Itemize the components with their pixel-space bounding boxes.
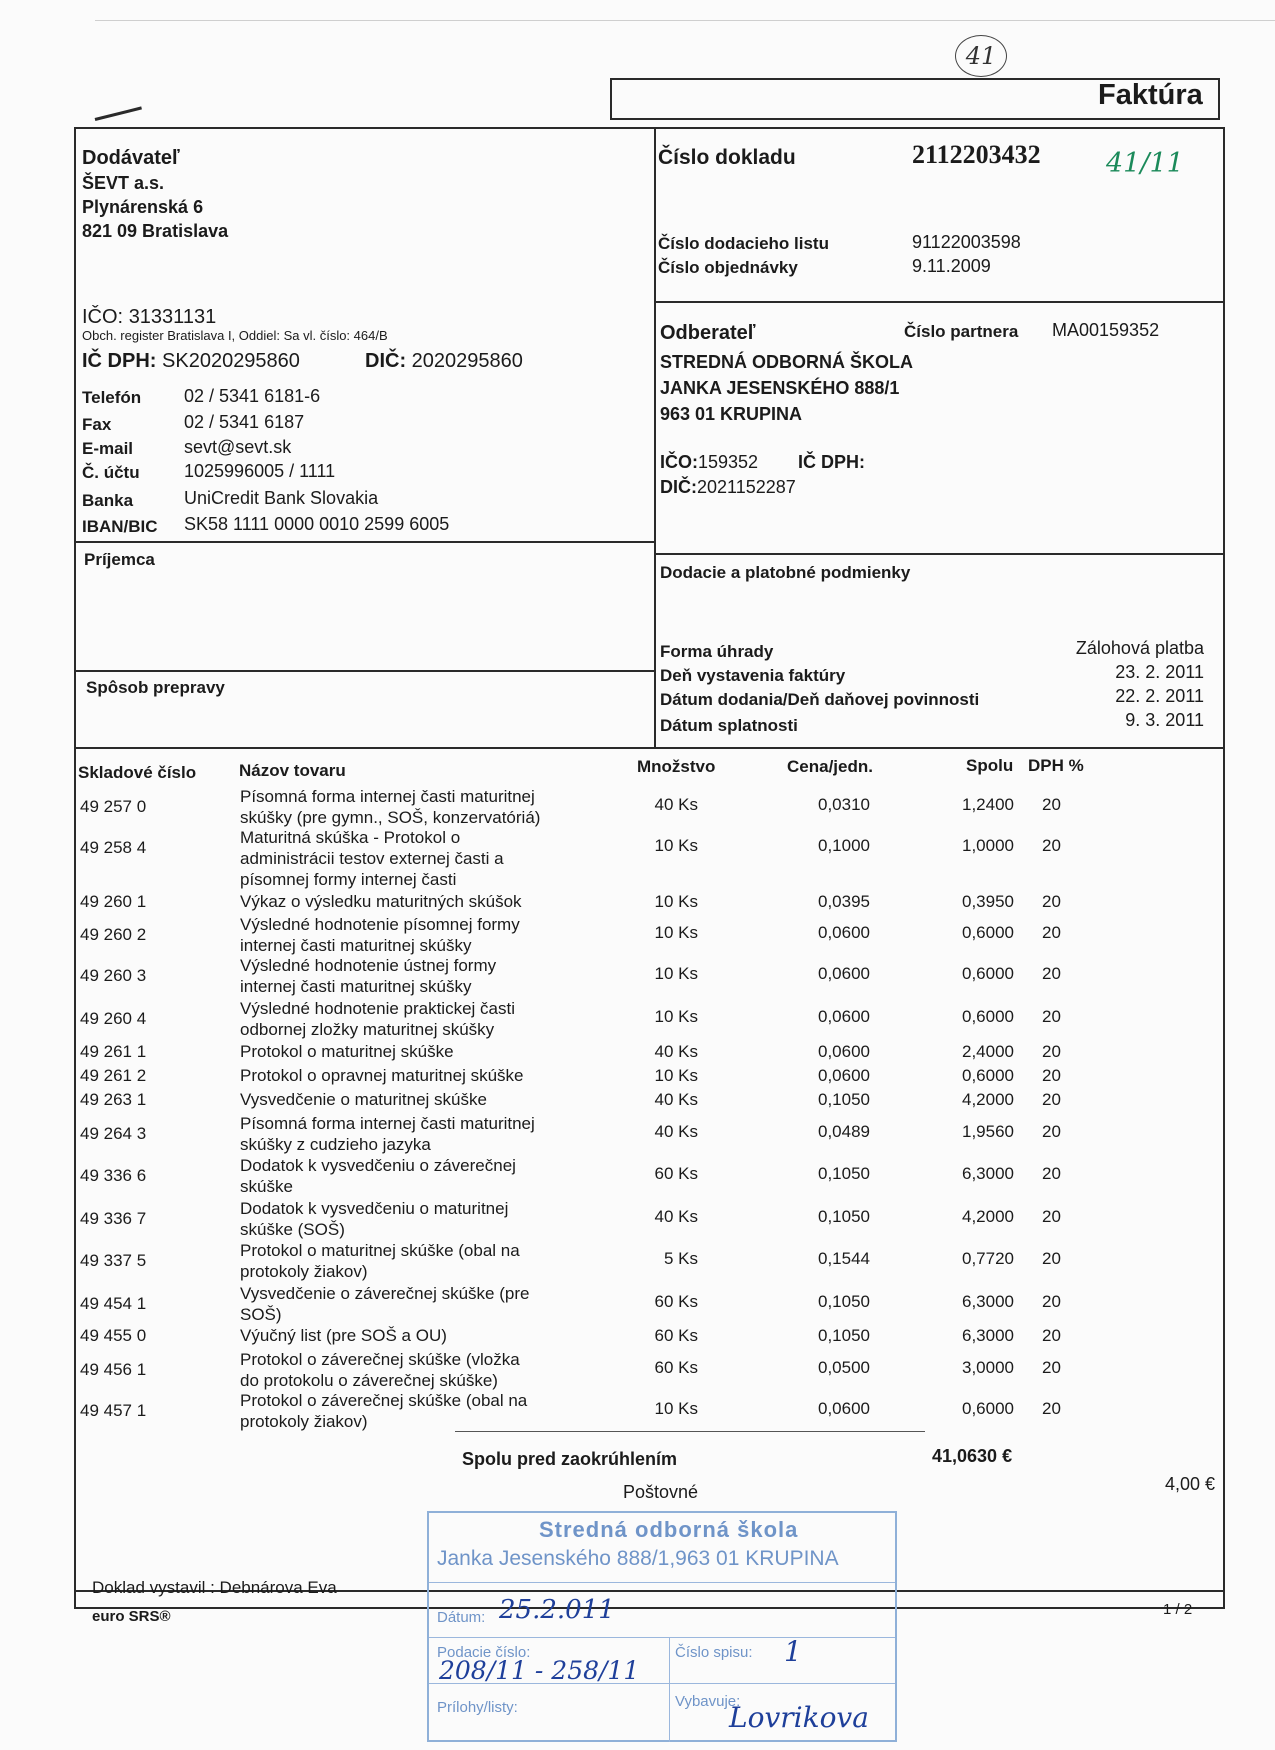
item-vat: 20 (1042, 1399, 1061, 1418)
due-date: 9. 3. 2011 (1125, 710, 1204, 730)
stamp-date-value: 25.2.011 (499, 1595, 615, 1625)
item-quantity: 10 Ks (654, 1399, 698, 1418)
item-unit-price: 0,0500 (818, 1358, 870, 1377)
item-unit-price: 0,0600 (818, 1007, 870, 1026)
item-name (240, 1065, 523, 1086)
item-vat: 20 (1042, 964, 1061, 983)
item-name (240, 914, 520, 956)
contact-label: E-mail (82, 439, 134, 458)
item-name (240, 1349, 520, 1391)
supplier-register: Obch. register Bratislava I, Oddiel: Sa vl. číslo: 464/B (82, 328, 388, 343)
item-name-line: Vysvedčenie o maturitnej skúške (240, 1090, 487, 1109)
item-vat: 20 (1042, 1292, 1061, 1311)
customer-ico: 159352 (698, 452, 759, 472)
item-name (240, 1240, 520, 1282)
stamp-handler-signature: Lovrikova (729, 1701, 869, 1734)
item-code: 49 258 4 (80, 838, 147, 857)
customer-name1: STREDNÁ ODBORNÁ ŠKOLA (660, 352, 914, 372)
delivery-note: 91122003598 (912, 232, 1021, 252)
item-quantity: 10 Ks (654, 892, 698, 911)
item-vat: 20 (1042, 892, 1061, 911)
item-name (240, 1155, 516, 1197)
item-unit-price: 0,0310 (818, 795, 870, 814)
item-total: 0,7720 (962, 1249, 1014, 1268)
supplier-icdph: SK2020295860 (162, 350, 300, 372)
contact-label: Banka (82, 491, 134, 510)
header-price: Cena/jedn. (787, 757, 873, 776)
item-code: 49 261 2 (80, 1066, 147, 1085)
stamp-file-value: 1 (784, 1635, 802, 1668)
stamp-handler-label: Vybavuje: (675, 1693, 741, 1710)
item-vat: 20 (1042, 1090, 1061, 1109)
contact-phone: 02 / 5341 6181-6 (184, 386, 321, 406)
delivery-date: 22. 2. 2011 (1115, 686, 1204, 706)
item-unit-price: 0,1050 (818, 1090, 870, 1109)
item-vat: 20 (1042, 1207, 1061, 1226)
customer-dic: 2021152287 (697, 477, 796, 497)
item-name (240, 1113, 535, 1155)
handwritten-ref: 41/11 (1106, 148, 1184, 179)
item-unit-price: 0,0600 (818, 964, 870, 983)
item-name-line: SOŠ) (240, 1305, 282, 1324)
item-code: 49 455 0 (80, 1326, 147, 1345)
item-unit-price: 0,1050 (818, 1326, 870, 1345)
corner-number: 41 (955, 35, 1007, 77)
item-unit-price: 0,0395 (818, 892, 870, 911)
registry-stamp (427, 1511, 897, 1742)
item-name (240, 827, 504, 890)
invoice-title: Faktúra (1098, 79, 1203, 111)
item-code: 49 263 1 (80, 1090, 147, 1109)
item-code: 49 457 1 (80, 1401, 147, 1420)
item-name-line: Výsledné hodnotenie ústnej formy (240, 956, 497, 975)
item-name-line: Protokol o opravnej maturitnej skúške (240, 1066, 524, 1085)
transport-label: Spôsob prepravy (86, 678, 225, 697)
item-code: 49 261 1 (80, 1042, 147, 1061)
header-qty: Množstvo (637, 757, 716, 776)
item-unit-price: 0,1050 (818, 1207, 870, 1226)
supplier-label: Dodávateľ (82, 147, 180, 169)
item-code: 49 260 3 (80, 966, 147, 985)
item-name (240, 1089, 487, 1110)
item-name-line: Maturitná skúška - Protokol o (240, 828, 461, 847)
item-total: 6,3000 (962, 1326, 1014, 1345)
item-vat: 20 (1042, 1358, 1061, 1377)
stamp-filing-label: Podacie číslo: (437, 1644, 531, 1661)
item-total: 3,0000 (962, 1358, 1014, 1377)
document-number-label: Číslo dokladu (658, 146, 796, 169)
paper-edge (95, 20, 1275, 21)
payment-form: Zálohová platba (1075, 638, 1204, 658)
footer-brand: euro SRS® (92, 1608, 171, 1625)
contact-label: Fax (82, 415, 112, 434)
item-total: 0,6000 (962, 1399, 1014, 1418)
item-vat: 20 (1042, 1122, 1061, 1141)
item-quantity: 60 Ks (654, 1292, 698, 1311)
page-number: 1 / 2 (1163, 1601, 1193, 1618)
contact-email: sevt@sevt.sk (184, 437, 292, 457)
issued-by: Doklad vystavil : Debnárova Eva (92, 1578, 337, 1597)
customer-city: 963 01 KRUPINA (660, 404, 803, 424)
supplier-city: 821 09 Bratislava (82, 221, 229, 241)
item-code: 49 337 5 (80, 1251, 147, 1270)
supplier-icdph-label: IČ DPH: (82, 350, 157, 372)
item-name (240, 1390, 527, 1432)
customer-dic-label: DIČ: (660, 477, 697, 497)
item-name-line: Písomná forma internej časti maturitnej (240, 787, 535, 806)
payment-form-label: Forma úhrady (660, 642, 774, 661)
delivery-note-label: Číslo dodacieho listu (658, 234, 829, 253)
stamp-filing-value: 208/11 - 258/11 (439, 1656, 640, 1685)
item-total: 2,4000 (962, 1042, 1014, 1061)
supplier-street: Plynárenská 6 (82, 197, 204, 217)
item-name-line: internej časti maturitnej skúšky (240, 977, 472, 996)
item-name-line: písomnej formy internej časti (240, 870, 457, 889)
item-name-line: Dodatok k vysvedčeniu o maturitnej (240, 1199, 509, 1218)
item-name (240, 998, 515, 1040)
item-code: 49 336 7 (80, 1209, 147, 1228)
item-name-line: do protokolu o záverečnej skúške) (240, 1371, 498, 1390)
item-name-line: skúške (240, 1177, 293, 1196)
supplier-ico-label: IČO: (82, 306, 124, 328)
item-code: 49 456 1 (80, 1360, 147, 1379)
customer-icdph-label: IČ DPH: (798, 452, 865, 472)
item-quantity: 5 Ks (663, 1249, 698, 1268)
item-name-line: Výsledné hodnotenie písomnej formy (240, 915, 520, 934)
document-number: 2112203432 (912, 140, 1041, 169)
item-total: 0,6000 (962, 1007, 1014, 1026)
item-quantity: 40 Ks (654, 1122, 698, 1141)
header-code: Skladové číslo (78, 763, 197, 782)
item-total: 0,6000 (962, 923, 1014, 942)
contact-label: Č. účtu (82, 463, 140, 482)
item-unit-price: 0,1050 (818, 1164, 870, 1183)
item-vat: 20 (1042, 836, 1061, 855)
contact-bank: UniCredit Bank Slovakia (184, 488, 379, 508)
item-vat: 20 (1042, 795, 1061, 814)
item-name (240, 1325, 447, 1346)
item-unit-price: 0,0600 (818, 923, 870, 942)
subtotal-label: Spolu pred zaokrúhlením (462, 1449, 678, 1469)
item-name-line: Výsledné hodnotenie praktickej časti (240, 999, 515, 1018)
item-unit-price: 0,0600 (818, 1399, 870, 1418)
header-total: Spolu (966, 756, 1014, 775)
stamp-attachments-label: Prílohy/listy: (437, 1699, 518, 1716)
item-name (240, 955, 496, 997)
item-quantity: 10 Ks (654, 1066, 698, 1085)
customer-name2: JANKA JESENSKÉHO 888/1 (660, 378, 900, 398)
header-name: Názov tovaru (239, 761, 346, 780)
item-unit-price: 0,1050 (818, 1292, 870, 1311)
header-vat: DPH % (1028, 756, 1084, 775)
item-name-line: skúšky (pre gymn., SOŠ, konzervatóriá) (240, 808, 541, 827)
supplier-dic: 2020295860 (411, 350, 523, 372)
item-total: 6,3000 (962, 1292, 1014, 1311)
item-total: 1,9560 (962, 1122, 1014, 1141)
partner-number: MA00159352 (1052, 320, 1160, 340)
item-name-line: Výučný list (pre SOŠ a OU) (240, 1326, 447, 1345)
item-code: 49 260 4 (80, 1009, 147, 1028)
item-quantity: 10 Ks (654, 923, 698, 942)
supplier-ico: 31331131 (128, 306, 217, 328)
postage-value: 4,00 € (1165, 1474, 1216, 1494)
item-name-line: skúšky z cudzieho jazyka (240, 1135, 431, 1154)
item-total: 6,3000 (962, 1164, 1014, 1183)
item-vat: 20 (1042, 1164, 1061, 1183)
stamp-school-name: Stredná odborná škola (539, 1517, 799, 1542)
issue-date-label: Deň vystavenia faktúry (660, 666, 846, 685)
issue-date: 23. 2. 2011 (1115, 662, 1204, 682)
partner-label: Číslo partnera (904, 322, 1019, 341)
item-name (240, 1283, 529, 1325)
item-code: 49 260 2 (80, 925, 147, 944)
item-name-line: Protokol o záverečnej skúške (obal na (240, 1391, 528, 1410)
item-name-line: odbornej zložky maturitnej skúšky (240, 1020, 495, 1039)
item-quantity: 40 Ks (654, 1207, 698, 1226)
order-label: Číslo objednávky (658, 258, 798, 277)
item-code: 49 260 1 (80, 892, 147, 911)
item-quantity: 40 Ks (654, 1090, 698, 1109)
item-quantity: 40 Ks (654, 795, 698, 814)
item-code: 49 454 1 (80, 1294, 147, 1313)
item-quantity: 60 Ks (654, 1164, 698, 1183)
item-unit-price: 0,1544 (818, 1249, 870, 1268)
item-unit-price: 0,1000 (818, 836, 870, 855)
postage-label: Poštovné (623, 1482, 699, 1502)
item-quantity: 10 Ks (654, 836, 698, 855)
item-unit-price: 0,0600 (818, 1066, 870, 1085)
terms-label: Dodacie a platobné podmienky (660, 563, 911, 582)
item-vat: 20 (1042, 1249, 1061, 1268)
item-quantity: 60 Ks (654, 1326, 698, 1345)
item-total: 4,2000 (962, 1090, 1014, 1109)
supplier-name: ŠEVT a.s. (82, 173, 165, 193)
item-name-line: Protokol o maturitnej skúške (240, 1042, 454, 1061)
customer-ico-label: IČO: (660, 452, 698, 472)
column-divider (654, 127, 656, 747)
item-code: 49 264 3 (80, 1124, 147, 1143)
item-name-line: protokoly žiakov) (240, 1412, 368, 1431)
item-name-line: Písomná forma internej časti maturitnej (240, 1114, 535, 1133)
contact-label: IBAN/BIC (82, 517, 158, 536)
item-vat: 20 (1042, 1007, 1061, 1026)
item-name-line: Protokol o maturitnej skúške (obal na (240, 1241, 520, 1260)
recipient-label: Príjemca (84, 550, 155, 569)
item-total: 0,3950 (962, 892, 1014, 911)
item-vat: 20 (1042, 1326, 1061, 1345)
item-name-line: skúške (SOŠ) (240, 1220, 345, 1239)
item-unit-price: 0,0489 (818, 1122, 870, 1141)
item-code: 49 257 0 (80, 797, 147, 816)
stamp-date-label: Dátum: (437, 1609, 486, 1626)
item-vat: 20 (1042, 1066, 1061, 1085)
stamp-file-label: Číslo spisu: (675, 1644, 753, 1661)
contact-account: 1025996005 / 1111 (184, 461, 336, 481)
item-total: 0,6000 (962, 964, 1014, 983)
item-total: 4,2000 (962, 1207, 1014, 1226)
item-name-line: Vysvedčenie o záverečnej skúške (pre (240, 1284, 530, 1303)
item-name-line: Protokol o záverečnej skúške (vložka (240, 1350, 520, 1369)
item-vat: 20 (1042, 923, 1061, 942)
stamp-school-address: Janka Jesenského 888/1,963 01 KRUPINA (437, 1547, 839, 1570)
item-total: 1,0000 (962, 836, 1014, 855)
item-total: 0,6000 (962, 1066, 1014, 1085)
item-total: 1,2400 (962, 795, 1014, 814)
item-name-line: Dodatok k vysvedčeniu o záverečnej (240, 1156, 516, 1175)
order-number: 9.11.2009 (912, 256, 991, 276)
item-name-line: protokoly žiakov) (240, 1262, 368, 1281)
delivery-date-label: Dátum dodania/Deň daňovej povinnosti (660, 690, 980, 709)
paper-fold-mark (95, 106, 142, 121)
item-quantity: 10 Ks (654, 964, 698, 983)
customer-label: Odberateľ (660, 322, 756, 344)
contact-fax: 02 / 5341 6187 (184, 412, 305, 432)
item-vat: 20 (1042, 1042, 1061, 1061)
subtotal-value: 41,0630 € (932, 1446, 1013, 1466)
item-name (240, 891, 522, 912)
item-name (240, 1041, 454, 1062)
item-name (240, 1198, 508, 1240)
item-quantity: 60 Ks (654, 1358, 698, 1377)
item-name-line: internej časti maturitnej skúšky (240, 936, 472, 955)
due-date-label: Dátum splatnosti (660, 716, 798, 735)
supplier-dic-label: DIČ: (365, 350, 407, 372)
item-quantity: 40 Ks (654, 1042, 698, 1061)
item-name-line: Výkaz o výsledku maturitných skúšok (240, 892, 522, 911)
item-name (240, 786, 540, 828)
contact-label: Telefón (82, 388, 142, 407)
item-quantity: 10 Ks (654, 1007, 698, 1026)
item-unit-price: 0,0600 (818, 1042, 870, 1061)
item-code: 49 336 6 (80, 1166, 147, 1185)
item-name-line: administrácii testov externej časti a (240, 849, 504, 868)
contact-iban: SK58 1111 0000 0010 2599 6005 (184, 514, 450, 534)
